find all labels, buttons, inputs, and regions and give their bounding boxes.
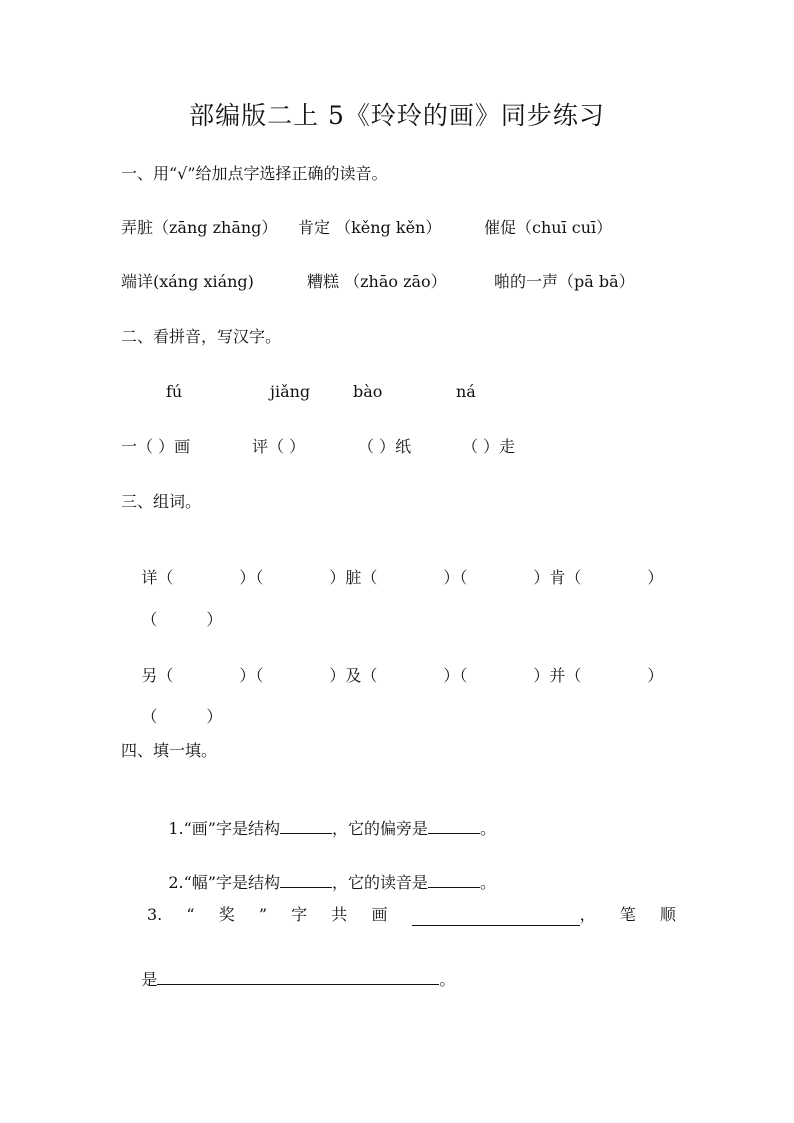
pinyin-2: jiǎng — [270, 382, 311, 401]
section4-heading: 四、填一填。 — [121, 741, 218, 760]
q3-text-line2-b: 。 — [439, 970, 456, 989]
hanzi-blank-4[interactable] — [462, 436, 515, 458]
word-group-wrap: （ ） — [141, 610, 245, 629]
word-group-seg: 另（ — [141, 666, 174, 685]
q3-part: 笔 — [619, 905, 636, 924]
q3-part: ， — [579, 905, 596, 924]
pinyin-1: fú — [166, 382, 183, 401]
q2-blank-pronunciation[interactable] — [428, 871, 480, 888]
hanzi-blank-3-text: （ ）纸 — [358, 437, 412, 456]
word-group-seg: ）及（ — [329, 666, 378, 685]
q1-text-c: 。 — [480, 819, 497, 838]
q1-blank-structure[interactable] — [280, 817, 332, 834]
q3-part: 共 — [331, 905, 348, 924]
section3-heading: 三、组词。 — [121, 492, 202, 511]
q1-text-b: ，它的偏旁是 — [331, 819, 428, 838]
section1-item-1: 弄脏（zāng zhāng） — [121, 218, 278, 237]
q3-part: 顺 — [659, 905, 676, 924]
word-group-seg: ）（ — [443, 666, 468, 685]
q3-blank-strokes[interactable] — [412, 909, 580, 926]
section1-item-4: 端详(xáng xiáng) — [121, 272, 254, 291]
page-title: 部编版二上 5《玲玲的画》同步练习 — [189, 101, 605, 130]
section1-item-3: 催促（chuī cuī） — [484, 218, 613, 237]
q3-part: 画 — [371, 905, 388, 924]
section1-heading: 一、用“√”给加点字选择正确的读音。 — [121, 164, 388, 183]
hanzi-blank-2[interactable] — [252, 436, 305, 458]
fill-question-3-line2 — [121, 946, 455, 1013]
section2-heading: 二、看拼音，写汉字。 — [121, 327, 282, 346]
hanzi-blank-3[interactable] — [358, 436, 411, 458]
fill-question-3 — [121, 904, 676, 926]
section1-item-5: 糟糕 （zhāo zāo） — [307, 272, 447, 291]
hanzi-blank-2-text: 评（ ） — [252, 437, 306, 456]
hanzi-blank-1-text: 一（ ）画 — [121, 437, 191, 456]
section1-item-6: 啪的一声（pā bā） — [494, 272, 635, 291]
q3-part: 3. — [147, 905, 163, 924]
q2-text-b: ，它的读音是 — [331, 873, 428, 892]
section1-item-2: 肯定 （kěng kěn） — [298, 218, 442, 237]
q2-blank-structure[interactable] — [280, 871, 332, 888]
word-group-seg: ）脏（ — [329, 568, 378, 587]
q1-blank-radical[interactable] — [428, 817, 480, 834]
q2-text-a: 2.“幅”字是结构 — [168, 873, 280, 892]
q2-text-c: 。 — [480, 873, 497, 892]
pinyin-3: bào — [353, 382, 383, 401]
q3-part: 字 — [291, 905, 308, 924]
word-group-wrap: （ ） — [141, 707, 245, 726]
q1-text-a: 1.“画”字是结构 — [168, 819, 280, 838]
word-group-seg: ）并（ — [533, 666, 582, 685]
word-group-seg: ）（ — [239, 666, 264, 685]
word-group-seg: ） — [647, 568, 664, 587]
q3-text-line2-a: 是 — [141, 970, 158, 989]
hanzi-blank-4-text: （ ）走 — [462, 437, 516, 456]
word-group-seg: ）肯（ — [533, 568, 582, 587]
q3-blank-stroke-order[interactable] — [157, 968, 439, 985]
word-group-seg: ）（ — [443, 568, 468, 587]
q3-part: “ — [186, 905, 195, 924]
q3-part: 奖 — [218, 905, 235, 924]
word-group-seg: ）（ — [239, 568, 264, 587]
q3-part: ” — [258, 905, 268, 924]
hanzi-blank-1[interactable] — [121, 436, 190, 458]
pinyin-4: ná — [456, 382, 476, 401]
word-group-seg: ） — [647, 666, 664, 685]
word-group-seg: 详（ — [141, 568, 174, 587]
